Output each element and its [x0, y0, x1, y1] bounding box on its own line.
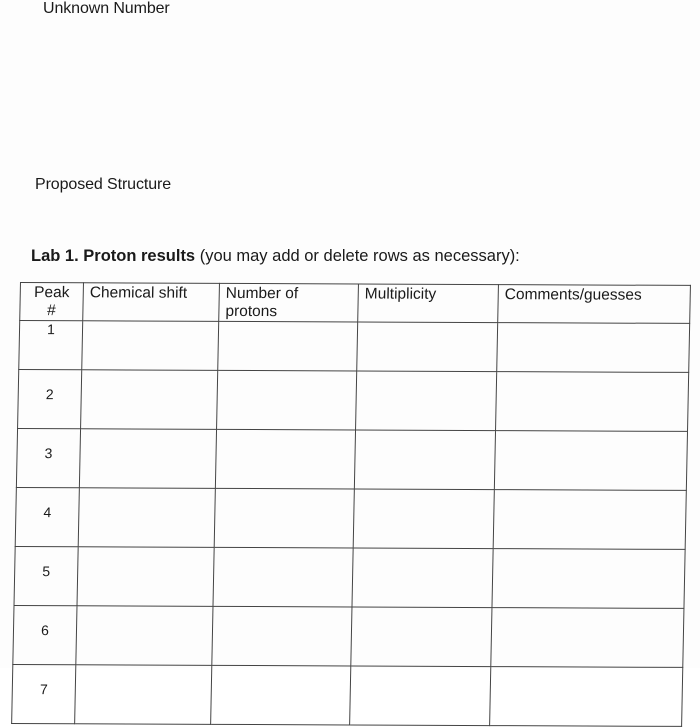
chemical-shift-cell[interactable] — [75, 665, 212, 725]
chemical-shift-cell[interactable] — [81, 370, 218, 430]
header-chemical-shift-text: Chemical shift — [89, 284, 188, 302]
peak-number-cell: 1 — [19, 321, 83, 370]
proton-results-table — [11, 282, 691, 727]
header-number-of-protons — [219, 283, 359, 322]
peak-number-cell: 3 — [16, 429, 80, 488]
comments-cell[interactable] — [494, 431, 687, 491]
multiplicity-cell[interactable] — [350, 666, 491, 726]
multiplicity-cell[interactable] — [352, 548, 493, 608]
header-peak — [20, 283, 84, 321]
chemical-shift-cell[interactable] — [82, 321, 219, 371]
chemical-shift-cell[interactable] — [79, 429, 216, 489]
peak-number-cell: 5 — [14, 546, 78, 605]
peak-number-cell: 6 — [13, 605, 77, 664]
header-peak-line1: Peak — [33, 284, 70, 302]
protons-cell[interactable] — [217, 370, 357, 430]
proposed-structure-label: Proposed Structure — [35, 176, 172, 193]
header-peak-line2: # — [46, 302, 56, 320]
comments-cell[interactable] — [491, 608, 684, 668]
comments-cell[interactable] — [496, 372, 689, 432]
protons-cell[interactable] — [214, 488, 354, 548]
header-multiplicity-text: Multiplicity — [364, 285, 437, 303]
unknown-number-label: Unknown Number — [43, 0, 170, 17]
header-protons-line2: protons — [225, 302, 278, 321]
table-row — [19, 321, 690, 373]
section-heading — [31, 247, 520, 266]
peak-number-cell: 4 — [15, 488, 79, 547]
table-row — [18, 370, 689, 432]
multiplicity-cell[interactable] — [351, 607, 492, 667]
chemical-shift-cell[interactable] — [77, 547, 214, 607]
header-chemical-shift — [83, 283, 220, 322]
table-row — [14, 546, 685, 608]
header-comments — [498, 285, 691, 324]
multiplicity-cell[interactable] — [354, 430, 495, 490]
table-row — [13, 605, 684, 667]
protons-cell[interactable] — [213, 547, 353, 607]
multiplicity-cell[interactable] — [353, 489, 494, 549]
peak-number-cell: 2 — [18, 370, 82, 429]
multiplicity-cell[interactable] — [357, 322, 498, 372]
comments-cell[interactable] — [490, 667, 683, 727]
protons-cell[interactable] — [211, 665, 351, 725]
peak-number-cell: 7 — [12, 664, 76, 723]
chemical-shift-cell[interactable] — [76, 606, 213, 666]
table-row — [16, 429, 687, 491]
heading-instructions: (you may add or delete rows as necessary): — [195, 247, 520, 265]
protons-cell[interactable] — [215, 429, 355, 489]
heading-title: Lab 1. Proton results — [31, 247, 196, 265]
comments-cell[interactable] — [492, 549, 685, 609]
chemical-shift-cell[interactable] — [78, 488, 215, 548]
proton-results-table-wrap — [12, 282, 690, 698]
multiplicity-cell[interactable] — [356, 371, 497, 431]
table-row — [12, 664, 683, 726]
protons-cell[interactable] — [218, 321, 358, 371]
header-protons-line1: Number of — [225, 284, 299, 303]
comments-cell[interactable] — [493, 490, 686, 550]
header-multiplicity — [358, 284, 499, 323]
table-header-row — [20, 283, 691, 324]
header-comments-text: Comments/guesses — [504, 286, 642, 304]
protons-cell[interactable] — [212, 606, 352, 666]
comments-cell[interactable] — [497, 323, 690, 373]
table-row — [15, 488, 686, 550]
